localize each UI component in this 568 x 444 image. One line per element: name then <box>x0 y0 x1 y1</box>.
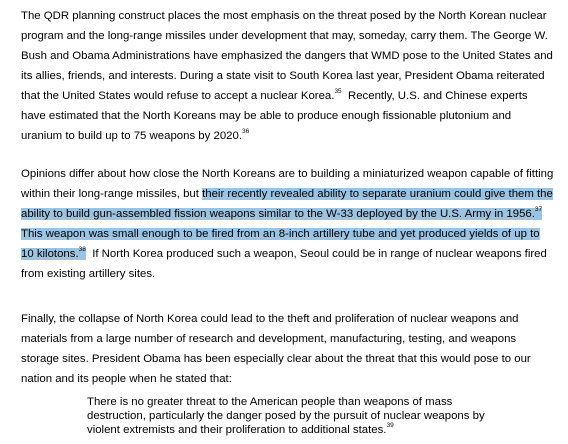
selected-text[interactable] <box>21 208 542 220</box>
text-span: ability to build gun-assembled fission weapons similar to the W-33 deployed by the U.S. Army in 1956. <box>21 208 535 220</box>
text-line <box>21 264 553 284</box>
text-span: within their long-range missiles, but <box>21 188 203 200</box>
text-line <box>21 126 553 146</box>
selected-text[interactable]: This weapon was small enough to be fired from an 8-inch artillery tube and yet produced yields of up to <box>21 228 540 240</box>
text-line <box>21 86 553 106</box>
text-span: The QDR planning construct places the most emphasis on the threat posed by the North Korean nuclear <box>21 10 547 22</box>
text-line <box>21 349 531 369</box>
selected-text[interactable]: their recently revealed ability to separate uranium could give them the <box>202 188 553 200</box>
text-line <box>21 224 553 244</box>
text-span: There is no greater threat to the American people than weapons of mass <box>87 396 453 408</box>
text-span: destruction, particularly the danger posed by the pursuit of nuclear weapons by <box>87 410 485 422</box>
text-span: nation and its people when he stated that: <box>21 373 232 385</box>
footnote-ref-39[interactable]: 39 <box>386 422 394 430</box>
text-line <box>21 184 553 204</box>
text-span: uranium to build up to 75 weapons by 2020. <box>21 130 243 142</box>
block-quote <box>87 395 485 437</box>
paragraph-qdr-planning <box>21 6 553 146</box>
text-span: from existing artillery sites. <box>21 268 156 280</box>
text-line <box>87 423 485 437</box>
text-line <box>21 329 531 349</box>
text-line <box>87 395 485 409</box>
text-line <box>21 244 553 264</box>
text-span: its allies, friends, and interests. During a state visit to South Korea last year, President Obama reiterated <box>21 70 545 82</box>
text-span: Bush and Obama Administrations have emphasized the dangers that WMD pose to the United States and <box>21 50 553 62</box>
text-span: program and the long-range missiles under development that may, someday, carry them. The George W. <box>21 30 548 42</box>
text-span: Recently, U.S. and Chinese experts <box>341 90 528 102</box>
text-span: Finally, the collapse of North Korea could lead to the theft and proliferation of nuclear weapons and <box>21 313 519 325</box>
footnote-ref-37[interactable]: 37 <box>534 206 543 214</box>
text-span: If North Korea produced such a weapon, Seoul could be in range of nuclear weapons fired <box>85 248 547 260</box>
footnote-ref-35[interactable]: 35 <box>334 88 342 96</box>
text-span: materials from a large number of research and development, manufacturing, testing, and weapons <box>21 333 517 345</box>
text-line <box>21 164 553 184</box>
text-line <box>21 369 531 389</box>
text-line <box>21 26 553 46</box>
paragraph-collapse <box>21 309 531 389</box>
text-span: violent extremists and their proliferation to additional states. <box>87 424 387 436</box>
selected-text[interactable] <box>21 248 86 260</box>
text-span: have estimated that the North Koreans may be able to produce enough fissionable plutonium and <box>21 110 512 122</box>
footnote-ref-36[interactable]: 36 <box>242 128 250 136</box>
paragraph-opinions-differ <box>21 164 553 284</box>
footnote-ref-38[interactable]: 38 <box>78 246 86 254</box>
text-line <box>21 106 553 126</box>
text-line <box>87 409 485 423</box>
text-span: Opinions differ about how close the North Koreans are to building a miniaturized weapon capable of fitting <box>21 168 554 180</box>
text-line <box>21 66 553 86</box>
text-span: storage sites. President Obama has been especially clear about the threat that this would pose to our <box>21 353 531 365</box>
text-span: that the United States would refuse to accept a nuclear Korea. <box>21 90 335 102</box>
text-line <box>21 204 553 224</box>
text-line <box>21 46 553 66</box>
text-span: 10 kilotons. <box>21 248 79 260</box>
text-line <box>21 6 553 26</box>
text-line <box>21 309 531 329</box>
